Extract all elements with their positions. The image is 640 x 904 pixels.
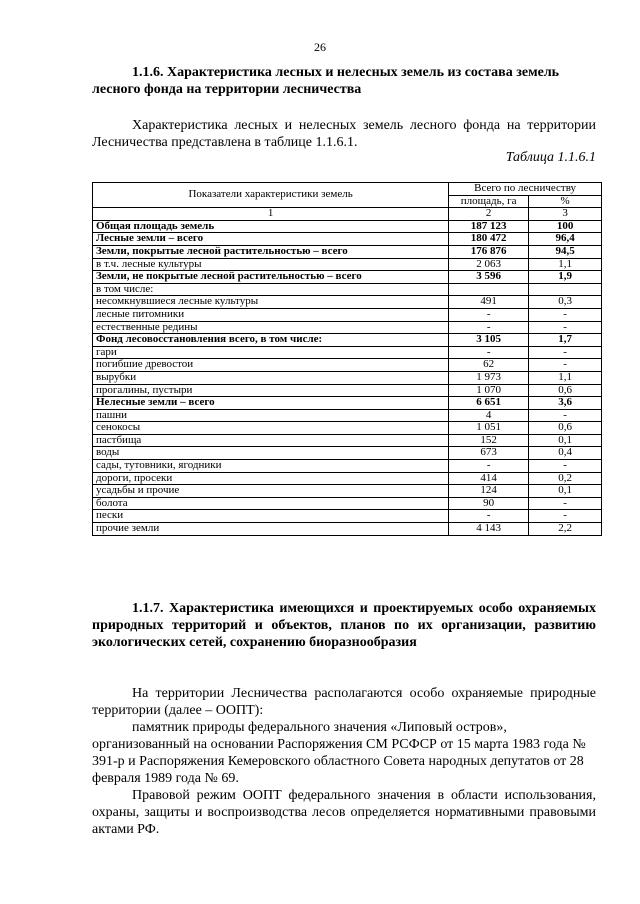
row-percent: - bbox=[529, 346, 602, 359]
table-row bbox=[93, 384, 602, 397]
header-area: площадь, га bbox=[449, 195, 529, 208]
table-row bbox=[93, 321, 602, 334]
intro-paragraph: Характеристика лесных и нелесных земель лесного фонда на территории Лесничества представлена в таблице 1.1.6.1. bbox=[92, 118, 596, 150]
row-percent: - bbox=[529, 497, 602, 510]
table-row bbox=[93, 510, 602, 523]
row-percent: 94,5 bbox=[529, 245, 602, 258]
row-label: лесные питомники bbox=[93, 308, 449, 321]
row-area: 4 143 bbox=[449, 523, 529, 536]
row-label: несомкнувшиеся лесные культуры bbox=[93, 296, 449, 309]
row-percent: - bbox=[529, 321, 602, 334]
table-row bbox=[93, 409, 602, 422]
row-area: 673 bbox=[449, 447, 529, 460]
row-percent: 100 bbox=[529, 220, 602, 233]
section-heading-1: 1.1.6. Характеристика лесных и нелесных земель из состава земель лесного фонда на территории лесничества bbox=[92, 65, 560, 97]
row-label: Общая площадь земель bbox=[93, 220, 449, 233]
row-label: усадьбы и прочие bbox=[93, 485, 449, 498]
table-row bbox=[93, 371, 602, 384]
table-row bbox=[93, 271, 602, 284]
row-label: прочие земли bbox=[93, 523, 449, 536]
row-percent: 0,6 bbox=[529, 422, 602, 435]
row-percent: 3,6 bbox=[529, 397, 602, 410]
table-row bbox=[93, 308, 602, 321]
section-heading-2: 1.1.7. Характеристика имеющихся и проектируемых особо охраняемых природных территорий и объектов, планов по их организации, развитию экологических сетей, сохранению биоразнообразия bbox=[92, 601, 596, 650]
row-percent: - bbox=[529, 510, 602, 523]
row-percent: - bbox=[529, 359, 602, 372]
row-percent: 0,6 bbox=[529, 384, 602, 397]
column-index-3: 3 bbox=[529, 208, 602, 221]
row-area: - bbox=[449, 346, 529, 359]
row-area: 180 472 bbox=[449, 233, 529, 246]
table-row bbox=[93, 334, 602, 347]
table-caption: Таблица 1.1.6.1 bbox=[505, 150, 596, 165]
row-label: Лесные земли – всего bbox=[93, 233, 449, 246]
header-indicator: Показатели характеристики земель bbox=[93, 183, 449, 208]
row-percent: 0,2 bbox=[529, 472, 602, 485]
row-area: 62 bbox=[449, 359, 529, 372]
row-percent: 1,9 bbox=[529, 271, 602, 284]
table-row bbox=[93, 422, 602, 435]
row-area: 1 051 bbox=[449, 422, 529, 435]
row-percent: 2,2 bbox=[529, 523, 602, 536]
row-percent: - bbox=[529, 460, 602, 473]
row-area: 414 bbox=[449, 472, 529, 485]
table-row bbox=[93, 485, 602, 498]
table-row bbox=[93, 460, 602, 473]
row-area: - bbox=[449, 510, 529, 523]
row-label: сады, тутовники, ягодники bbox=[93, 460, 449, 473]
row-label: пашни bbox=[93, 409, 449, 422]
row-percent: 96,4 bbox=[529, 233, 602, 246]
header-total: Всего по лесничеству bbox=[449, 183, 602, 196]
row-label: Земли, покрытые лесной растительностью – всего bbox=[93, 245, 449, 258]
table-row bbox=[93, 497, 602, 510]
row-label: Нелесные земли – всего bbox=[93, 397, 449, 410]
row-area: 152 bbox=[449, 434, 529, 447]
row-area: 6 651 bbox=[449, 397, 529, 410]
table-row bbox=[93, 245, 602, 258]
nature-monument-paragraph: памятник природы федерального значения «Липовый остров», bbox=[132, 720, 507, 735]
table-row bbox=[93, 447, 602, 460]
row-percent: 0,1 bbox=[529, 434, 602, 447]
column-index-1: 1 bbox=[93, 208, 449, 221]
row-area: 1 070 bbox=[449, 384, 529, 397]
row-label: сенокосы bbox=[93, 422, 449, 435]
header-percent: % bbox=[529, 195, 602, 208]
table-row bbox=[93, 283, 602, 296]
table-row bbox=[93, 523, 602, 536]
row-area: 3 105 bbox=[449, 334, 529, 347]
row-area: - bbox=[449, 460, 529, 473]
row-label: Фонд лесовосстановления всего, в том числе: bbox=[93, 334, 449, 347]
row-area: 124 bbox=[449, 485, 529, 498]
row-area: 90 bbox=[449, 497, 529, 510]
table-row bbox=[93, 346, 602, 359]
row-area: - bbox=[449, 321, 529, 334]
row-label: вырубки bbox=[93, 371, 449, 384]
row-label: пески bbox=[93, 510, 449, 523]
row-label: в т.ч. лесные культуры bbox=[93, 258, 449, 271]
row-percent: 0,4 bbox=[529, 447, 602, 460]
row-label: погибшие древостои bbox=[93, 359, 449, 372]
legal-regime-paragraph: Правовой режим ООПТ федерального значения в области использования, охраны, защиты и воспроизводства лесов определяется нормативными правовыми актами РФ. bbox=[92, 788, 596, 837]
row-percent: 1,1 bbox=[529, 371, 602, 384]
oopt-paragraph: На территории Лесничества располагаются особо охраняемые природные территории (далее – ООПТ): bbox=[92, 686, 596, 718]
table-row bbox=[93, 434, 602, 447]
row-area: 187 123 bbox=[449, 220, 529, 233]
row-area: 1 973 bbox=[449, 371, 529, 384]
row-area: 176 876 bbox=[449, 245, 529, 258]
column-index-2: 2 bbox=[449, 208, 529, 221]
row-percent: 1,7 bbox=[529, 334, 602, 347]
row-label: Земли, не покрытые лесной растительностью – всего bbox=[93, 271, 449, 284]
row-label: пастбища bbox=[93, 434, 449, 447]
table-row bbox=[93, 258, 602, 271]
row-label: прогалины, пустыри bbox=[93, 384, 449, 397]
table-row bbox=[93, 220, 602, 233]
table-body bbox=[93, 220, 602, 535]
row-area bbox=[449, 283, 529, 296]
row-percent bbox=[529, 283, 602, 296]
table-row bbox=[93, 359, 602, 372]
legal-basis-paragraph: организованный на основании Распоряжения СМ РСФСР от 15 марта 1983 года № 391-р и Распоряжения Кемеровского областного Совета народных депутатов от 28 февраля 1989 года № 69. bbox=[92, 737, 586, 786]
row-label: гари bbox=[93, 346, 449, 359]
row-label: дороги, просеки bbox=[93, 472, 449, 485]
table-row bbox=[93, 397, 602, 410]
row-area: 2 063 bbox=[449, 258, 529, 271]
row-label: воды bbox=[93, 447, 449, 460]
page-number: 26 bbox=[314, 40, 326, 54]
table-row bbox=[93, 296, 602, 309]
table-row bbox=[93, 233, 602, 246]
row-label: болота bbox=[93, 497, 449, 510]
row-label: естественные редины bbox=[93, 321, 449, 334]
row-area: - bbox=[449, 308, 529, 321]
land-characteristics-table bbox=[92, 182, 602, 536]
row-percent: - bbox=[529, 409, 602, 422]
row-percent: 0,1 bbox=[529, 485, 602, 498]
row-area: 4 bbox=[449, 409, 529, 422]
row-area: 491 bbox=[449, 296, 529, 309]
row-label: в том числе: bbox=[93, 283, 449, 296]
row-percent: - bbox=[529, 308, 602, 321]
row-percent: 1,1 bbox=[529, 258, 602, 271]
table-row bbox=[93, 472, 602, 485]
row-area: 3 596 bbox=[449, 271, 529, 284]
row-percent: 0,3 bbox=[529, 296, 602, 309]
